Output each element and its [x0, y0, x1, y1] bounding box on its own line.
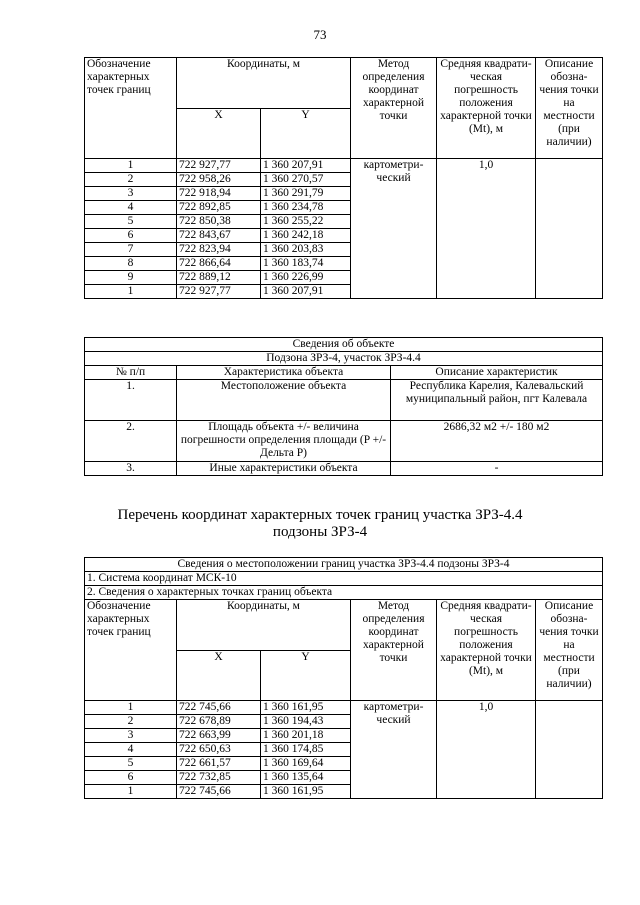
x-coordinate: 722 650,63: [177, 743, 261, 757]
heading-line-1: Перечень координат характерных точек границ участка ЗРЗ-4.4: [117, 507, 523, 523]
x-coordinate: 722 927,77: [177, 285, 261, 299]
col-characteristic-header: Характеристика объекта: [177, 366, 391, 380]
row-description: 2686,32 м2 +/- 180 м2: [391, 421, 603, 462]
x-coordinate: 722 958,26: [177, 173, 261, 187]
y-coordinate: 1 360 135,64: [261, 771, 351, 785]
coordinates-table-2: [84, 557, 603, 799]
x-coordinate: 722 661,57: [177, 757, 261, 771]
y-coordinate: 1 360 207,91: [261, 285, 351, 299]
x-coordinate: 722 823,94: [177, 243, 261, 257]
point-number: 1: [85, 785, 177, 799]
heading-line-2: подзоны ЗРЗ-4: [272, 524, 368, 540]
x-coordinate: 722 892,85: [177, 201, 261, 215]
point-number: 1: [85, 701, 177, 715]
y-coordinate: 1 360 270,57: [261, 173, 351, 187]
section-heading: [0, 507, 640, 541]
row-description: -: [391, 462, 603, 476]
row-characteristic: Местоположение объекта: [177, 380, 391, 421]
y-coordinate: 1 360 194,43: [261, 715, 351, 729]
coordinates-table-1: [84, 57, 603, 299]
error-header: Средняя квадрати-ческая погрешность положения характерной точки (Mt), м: [437, 58, 536, 159]
y-header: Y: [261, 650, 351, 701]
method-header: Метод определения координат характерной точки: [351, 600, 437, 701]
point-number: 5: [85, 215, 177, 229]
description-header: Описание обозна-чения точки на местности (при наличии): [536, 58, 603, 159]
y-coordinate: 1 360 161,95: [261, 785, 351, 799]
row-number: 2.: [85, 421, 177, 462]
coordinates-header: Координаты, м: [177, 600, 351, 651]
x-coordinate: 722 745,66: [177, 701, 261, 715]
table-row: [85, 159, 603, 173]
error-value: 1,0: [437, 159, 536, 299]
points-info: 2. Сведения о характерных точках границ объекта: [85, 586, 603, 600]
method-header: Метод определения координат характерной точки: [351, 58, 437, 159]
x-coordinate: 722 866,64: [177, 257, 261, 271]
x-coordinate: 722 918,94: [177, 187, 261, 201]
point-number: 2: [85, 173, 177, 187]
row-description: Республика Карелия, Калевальский муниципальный район, пгт Калевала: [391, 380, 603, 421]
x-coordinate: 722 678,89: [177, 715, 261, 729]
page-number: 73: [313, 27, 327, 42]
y-coordinate: 1 360 226,99: [261, 271, 351, 285]
point-number: 9: [85, 271, 177, 285]
error-header: Средняя квадрати-ческая погрешность положения характерной точки (Mt), м: [437, 600, 536, 701]
y-coordinate: 1 360 255,22: [261, 215, 351, 229]
object-info-title: Сведения об объекте: [85, 338, 603, 352]
x-header: X: [177, 650, 261, 701]
description-value: [536, 159, 603, 299]
y-coordinate: 1 360 201,18: [261, 729, 351, 743]
point-number: 6: [85, 229, 177, 243]
object-info-table: [84, 337, 603, 476]
point-number: 5: [85, 757, 177, 771]
x-header: X: [177, 108, 261, 159]
x-coordinate: 722 889,12: [177, 271, 261, 285]
y-coordinate: 1 360 291,79: [261, 187, 351, 201]
y-header: Y: [261, 108, 351, 159]
method-value: картометри-ческий: [351, 701, 437, 799]
x-coordinate: 722 745,66: [177, 785, 261, 799]
point-number: 7: [85, 243, 177, 257]
y-coordinate: 1 360 234,78: [261, 201, 351, 215]
x-coordinate: 722 927,77: [177, 159, 261, 173]
col-number-header: № п/п: [85, 366, 177, 380]
x-coordinate: 722 843,67: [177, 229, 261, 243]
row-number: 3.: [85, 462, 177, 476]
method-value: картометри-ческий: [351, 159, 437, 299]
point-number: 2: [85, 715, 177, 729]
coordinates-table-1-body: [85, 159, 603, 299]
designation-header: Обозначение характерных точек границ: [85, 58, 177, 159]
x-coordinate: 722 850,38: [177, 215, 261, 229]
y-coordinate: 1 360 161,95: [261, 701, 351, 715]
row-number: 1.: [85, 380, 177, 421]
object-info-subtitle: Подзона ЗРЗ-4, участок ЗРЗ-4.4: [85, 352, 603, 366]
point-number: 1: [85, 159, 177, 173]
col-description-header: Описание характеристик: [391, 366, 603, 380]
point-number: 1: [85, 285, 177, 299]
point-number: 8: [85, 257, 177, 271]
error-value: 1,0: [437, 701, 536, 799]
y-coordinate: 1 360 207,91: [261, 159, 351, 173]
point-number: 4: [85, 201, 177, 215]
y-coordinate: 1 360 183,74: [261, 257, 351, 271]
coordinates-header: Координаты, м: [177, 58, 351, 109]
location-title: Сведения о местоположении границ участка ЗРЗ-4.4 подзоны ЗРЗ-4: [85, 558, 603, 572]
x-coordinate: 722 732,85: [177, 771, 261, 785]
point-number: 3: [85, 187, 177, 201]
y-coordinate: 1 360 174,85: [261, 743, 351, 757]
row-characteristic: Площадь объекта +/- величина погрешности определения площади (P +/- Дельта P): [177, 421, 391, 462]
coordinate-system: 1. Система координат МСК-10: [85, 572, 603, 586]
coordinates-table-2-body: [85, 701, 603, 799]
point-number: 4: [85, 743, 177, 757]
point-number: 6: [85, 771, 177, 785]
point-number: 3: [85, 729, 177, 743]
y-coordinate: 1 360 203,83: [261, 243, 351, 257]
designation-header: Обозначение характерных точек границ: [85, 600, 177, 701]
x-coordinate: 722 663,99: [177, 729, 261, 743]
description-header: Описание обозна-чения точки на местности (при наличии): [536, 600, 603, 701]
table-row: [85, 701, 603, 715]
description-value: [536, 701, 603, 799]
y-coordinate: 1 360 169,64: [261, 757, 351, 771]
row-characteristic: Иные характеристики объекта: [177, 462, 391, 476]
y-coordinate: 1 360 242,18: [261, 229, 351, 243]
